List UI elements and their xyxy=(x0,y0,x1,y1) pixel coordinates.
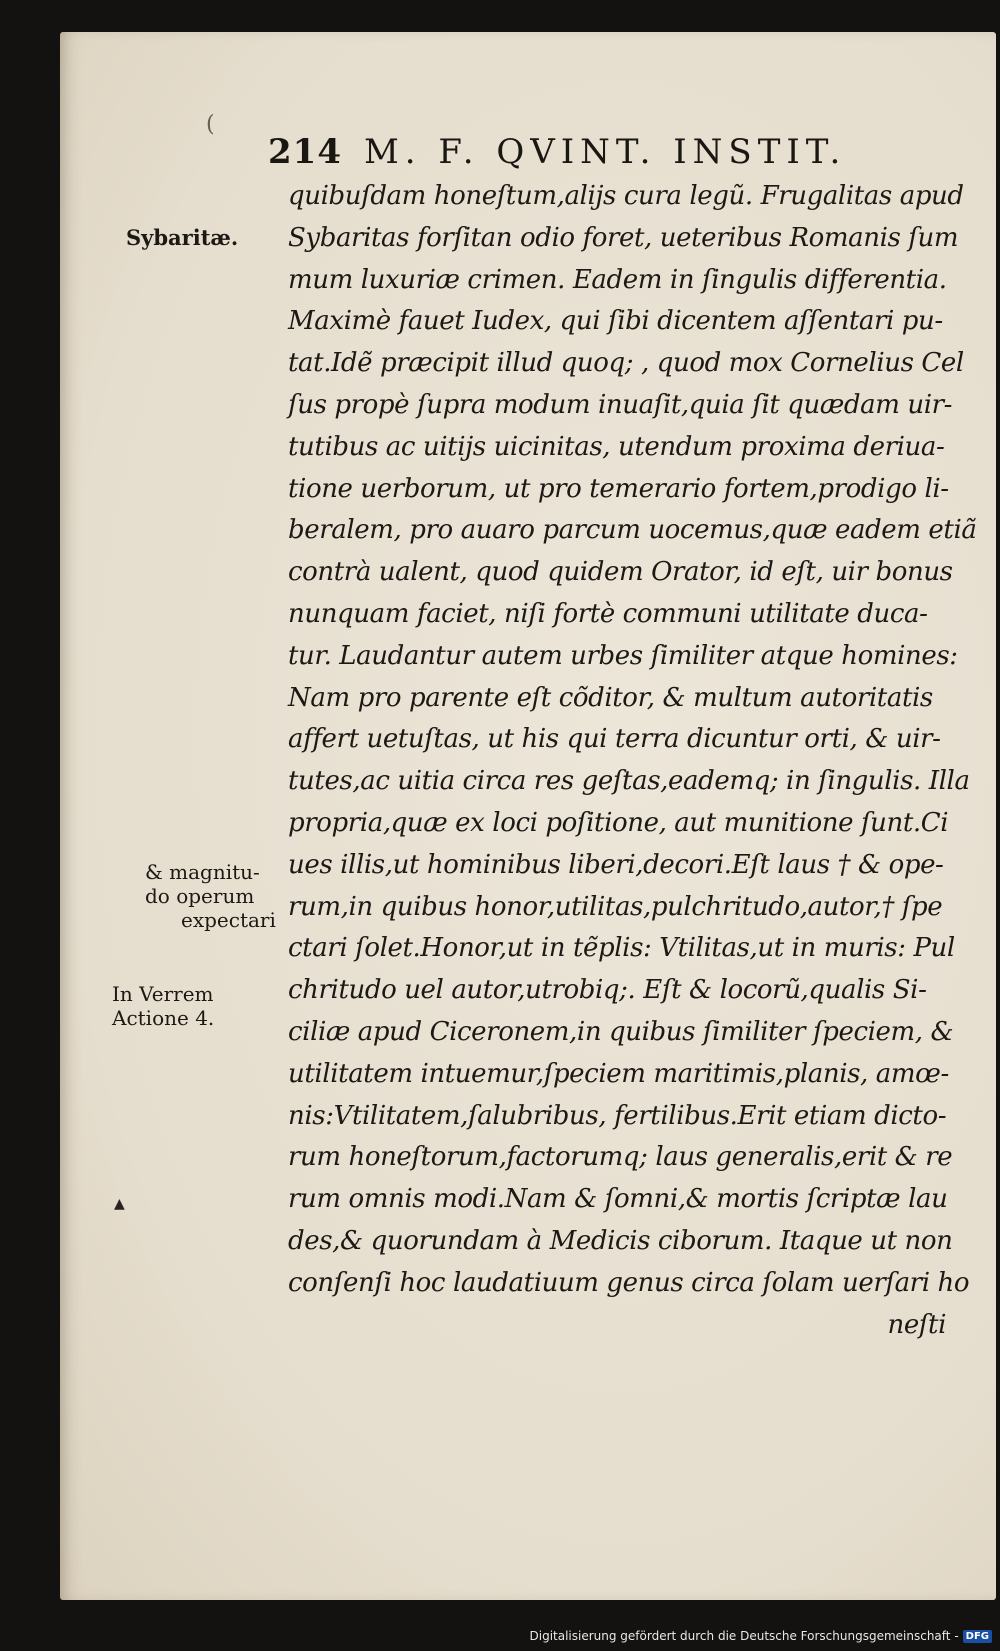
text-line: conſenſi hoc laudatiuum genus circa ſolam uerſari ho xyxy=(288,1267,970,1298)
text-line: tutes,ac uitia circa res geſtas,eademq; in ſingulis. Illa xyxy=(288,766,970,797)
margin-note-line: & magnitu- xyxy=(145,860,260,884)
text-line: quibuſdam honeſtum,alijs cura legũ. Frugalitas apud xyxy=(288,181,964,211)
digitization-footer xyxy=(530,1629,993,1643)
dfg-badge: DFG xyxy=(963,1630,992,1643)
pencil-mark-icon: ( xyxy=(206,112,215,137)
margin-note-sybaritae: Sybaritæ. xyxy=(126,225,239,250)
text-line: tutibus ac uitijs uicinitas, utendum proxima deriua- xyxy=(288,431,945,462)
text-line: nunquam faciet, niſi fortè communi utilitate duca- xyxy=(288,598,928,629)
text-line: tat.Idẽ præcipit illud quoq; , quod mox Cornelius Cel xyxy=(288,348,964,379)
margin-note-verrem xyxy=(112,982,214,1030)
marginal-triangle-icon: ▲ xyxy=(114,1196,125,1212)
text-line: nis:Vtilitatem,ſalubribus, fertilibus.Erit etiam dicto- xyxy=(288,1100,947,1131)
text-line: rum omnis modi.Nam & ſomni,& mortis ſcriptæ lau xyxy=(288,1184,948,1215)
text-line: propria,quæ ex loci poſitione, aut munitione ſunt.Ci xyxy=(288,807,949,838)
text-line: chritudo uel autor,utrobiq;. Eſt & locorũ,qualis Si- xyxy=(288,975,927,1006)
text-line: ciliæ apud Ciceronem,in quibus ſimiliter ſpeciem, & xyxy=(288,1016,954,1047)
margin-note-line: expectari xyxy=(181,908,276,932)
margin-note-magnitudo xyxy=(145,860,283,932)
text-line: contrà ualent, quod quidem Orator, id eſt, uir bonus xyxy=(288,557,953,588)
body-text xyxy=(288,176,977,1346)
margin-note-line: In Verrem xyxy=(112,982,214,1006)
text-line: beralem, pro auaro parcum uocemus,quæ eadem etiã xyxy=(288,515,977,546)
text-line: Nam pro parente eſt cõditor, & multum autoritatis xyxy=(288,682,933,713)
footer-text: Digitalisierung gefördert durch die Deutsche Forschungsgemeinschaft - xyxy=(529,1629,959,1643)
catchword: neſti xyxy=(887,1309,946,1340)
text-line: affert uetuſtas, ut his qui terra dicuntur orti, & uir- xyxy=(288,724,941,755)
text-line: mum luxuriæ crimen. Eadem in ſingulis differentia. xyxy=(288,264,947,295)
text-line: tur. Laudantur autem urbes ſimiliter atque homines: xyxy=(288,640,958,671)
text-line: ues illis,ut hominibus liberi,decori.Eſt laus † & ope- xyxy=(288,849,944,880)
text-line: utilitatem intuemur,ſpeciem maritimis,planis, amœ- xyxy=(288,1058,949,1089)
text-line: Maximè fauet Iudex, qui ſibi dicentem aſſentari pu- xyxy=(288,306,943,337)
text-line: rum,in quibus honor,utilitas,pulchritudo,autor,† ſpe xyxy=(288,891,943,922)
text-line: tione uerborum, ut pro temerario fortem,prodigo li- xyxy=(288,473,949,504)
text-line: Sybaritas forſitan odio foret, ueteribus Romanis ſum xyxy=(288,222,959,253)
running-head xyxy=(268,132,908,172)
text-line: ctari ſolet.Honor,ut in tẽplis: Vtilitas,ut in muris: Pul xyxy=(288,933,955,964)
text-line: des,& quorundam à Medicis ciborum. Itaque ut non xyxy=(288,1225,953,1256)
margin-note-line: Actione 4. xyxy=(112,1006,215,1030)
text-line: ſus propè ſupra modum inuaſit,quia ſit quædam uir- xyxy=(288,389,953,420)
text-line: rum honeſtorum,factorumq; laus generalis,erit & re xyxy=(288,1142,953,1173)
page-number: 214 xyxy=(268,132,342,172)
margin-note-line: do operum xyxy=(145,884,255,908)
running-title: M. F. QVINT. INSTIT. xyxy=(363,132,847,172)
